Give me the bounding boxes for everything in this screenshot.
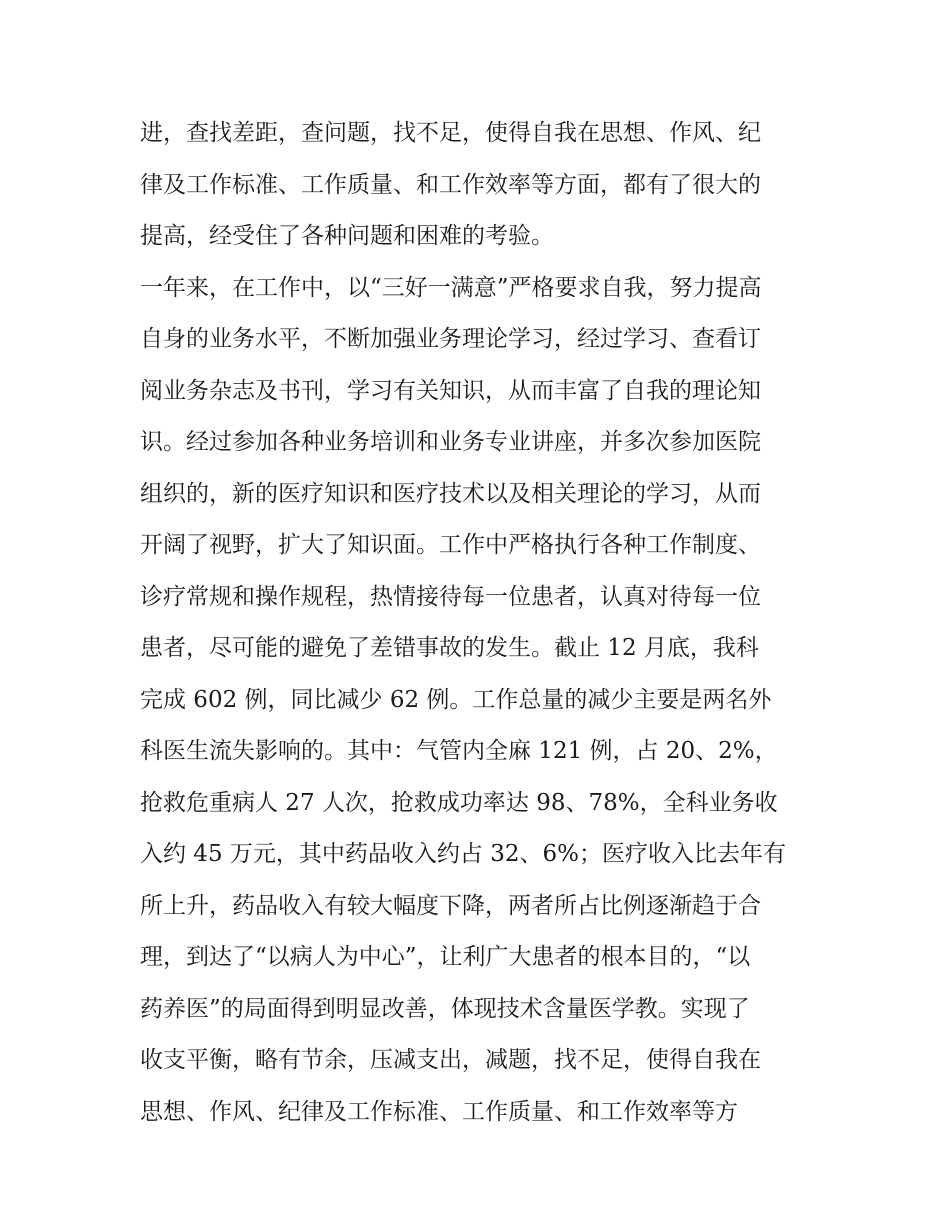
text-line: 收支平衡，略有节余，压减支出，减题，找不足，使得自我在 bbox=[140, 1047, 761, 1073]
text-line: 识。经过参加各种业务培训和业务专业讲座，并多次参加医院 bbox=[140, 429, 761, 455]
text-line: 患者，尽可能的避免了差错事故的发生。截止 12 月底，我科 bbox=[140, 635, 759, 661]
text-line: 进，查找差距，查问题，找不足，使得自我在思想、作风、纪 bbox=[140, 120, 761, 146]
text-line: 律及工作标准、工作质量、和工作效率等方面，都有了很大的 bbox=[140, 171, 761, 198]
body-text bbox=[140, 108, 840, 1138]
text-line: 阅业务杂志及书刊，学习有关知识，从而丰富了自我的理论知 bbox=[140, 377, 761, 404]
text-line: 所上升，药品收入有较大幅度下降，两者所占比例逐渐趋于合 bbox=[140, 892, 761, 919]
text-line: 药养医”的局面得到明显改善，体现技术含量医学教。实现了 bbox=[140, 995, 750, 1022]
text-line: 理，到达了“以病人为中心”，让利广大患者的根本目的，“以 bbox=[140, 944, 751, 970]
text-line: 入约 45 万元，其中药品收入约占 32、6%；医疗收入比去年有 bbox=[140, 841, 786, 867]
text-line: 自身的业务水平，不断加强业务理论学习，经过学习、查看订 bbox=[140, 326, 761, 352]
text-line: 完成 602 例，同比减少 62 例。工作总量的减少主要是两名外 bbox=[140, 686, 772, 713]
text-line: 一年来，在工作中，以“三好一满意”严格要求自我，努力提高 bbox=[140, 274, 762, 301]
text-line: 抢救危重病人 27 人次，抢救成功率达 98、78%，全科业务收 bbox=[140, 789, 778, 816]
text-line: 开阔了视野，扩大了知识面。工作中严格执行各种工作制度、 bbox=[140, 532, 761, 558]
text-line: 诊疗常规和操作规程，热情接待每一位患者，认真对待每一位 bbox=[140, 583, 761, 610]
text-line: 提高，经受住了各种问题和困难的考验。 bbox=[140, 223, 554, 249]
text-line: 组织的，新的医疗知识和医疗技术以及相关理论的学习，从而 bbox=[140, 480, 761, 507]
text-line: 科医生流失影响的。其中：气管内全麻 121 例，占 20、2%， bbox=[140, 738, 778, 764]
text-line: 思想、作风、纪律及工作标准、工作质量、和工作效率等方 bbox=[140, 1098, 738, 1125]
